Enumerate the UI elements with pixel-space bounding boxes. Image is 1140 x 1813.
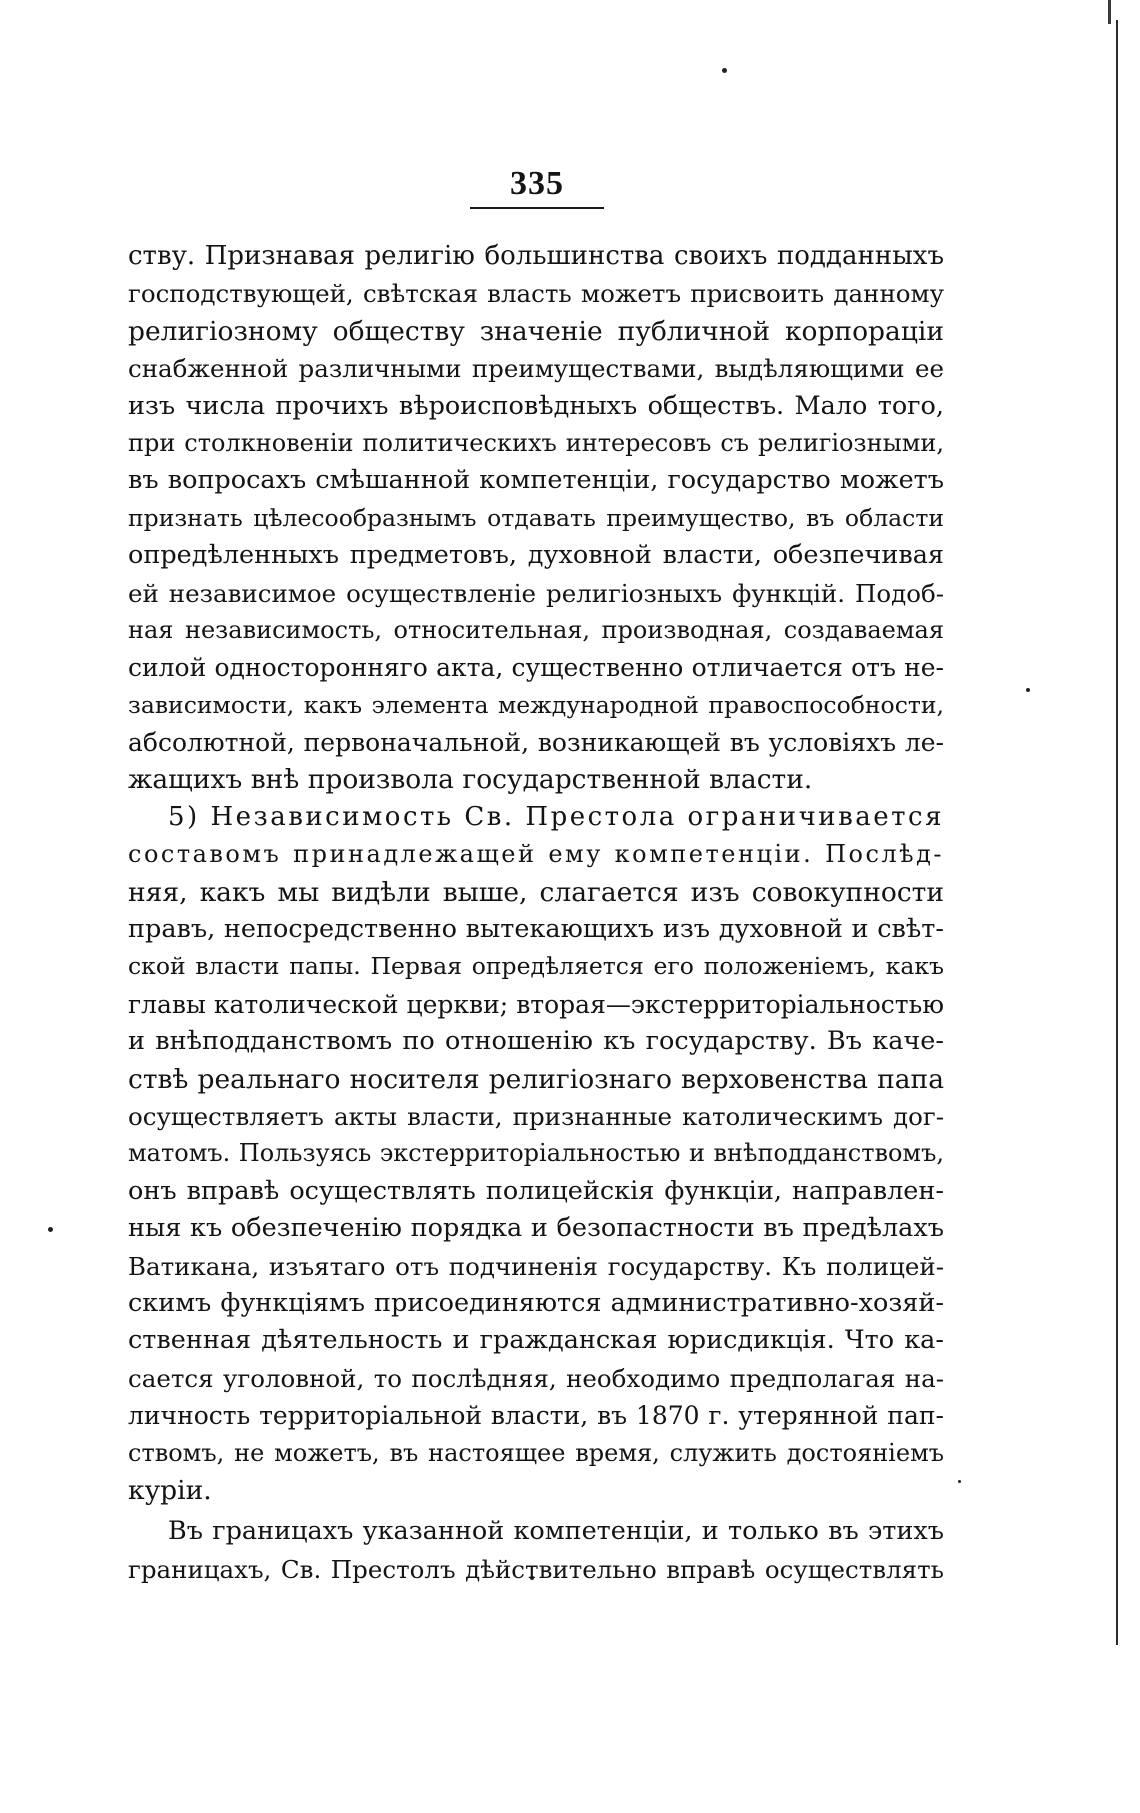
text-line: ству. Признавая религію большинства своихъ подданныхъ [128,241,944,271]
text-line: правъ, непосредственно вытекающихъ изъ духовной и свѣт- [128,914,944,945]
paragraph [128,1513,944,1588]
body-text [128,238,944,1588]
text-line: жащихъ внѣ произвола государственной власти. [128,764,813,796]
text-line: ная независимость, относительная, производная, создаваемая [128,615,944,644]
ink-speck [722,68,727,73]
text-line: ствѣ реальнаго носителя религіознаго верховенства папа [128,1063,944,1095]
text-line: осуществляетъ акты власти, признанные католическимъ дог- [128,1101,944,1131]
text-line: 5) Независимость Св. Престола ограничивается [168,801,944,832]
text-line: господствующей, свѣтская власть можетъ присвоить данному [128,279,944,309]
paragraph [128,238,944,799]
text-line: ей независимое осуществленіе религіозныхъ функцій. Подоб- [128,578,944,608]
text-line: границахъ, Св. Престолъ дѣйствительно вправѣ осуществлять [128,1554,944,1584]
text-line: при столкновеніи политическихъ интересовъ съ религіозными, [128,428,944,457]
text-line: Ватикана, изъятаго отъ подчиненія государству. Къ полицей- [128,1251,944,1281]
text-line: сается уголовной, то послѣдняя, необходимо предполагая на- [128,1363,944,1393]
text-line: ствомъ, не можетъ, въ настоящее время, служить достояніемъ [128,1438,944,1467]
text-line: ственная дѣятельность и гражданская юрисдикція. Что ка- [128,1325,944,1356]
text-line: религіозному обществу значеніе публичной корпораціи [128,315,944,347]
text-line: опредѣленныхъ предметовъ, духовной власти, обезпечивая [128,540,944,571]
text-line: матомъ. Пользуясь экстерриторіальностью и внѣподданствомъ, [128,1139,944,1168]
page-edge-line [1116,20,1118,1645]
ink-speck [958,1480,961,1483]
text-line: зависимости, какъ элемента международной правоспособности, [128,690,944,719]
text-line: изъ числа прочихъ вѣроисповѣдныхъ обществъ. Мало того, [128,390,944,421]
text-line: главы католической церкви; вторая—экстерриторіальностью [128,989,944,1019]
text-line: въ вопросахъ смѣшанной компетенціи, государство можетъ [128,465,944,496]
page-edge-mark [1108,0,1111,24]
text-line: составомъ принадлежащей ему компетенціи. Послѣд- [128,840,944,869]
page-number-rule [470,207,604,209]
text-line: личность территоріальной власти, въ 1870 г. утерянной пап- [128,1401,944,1431]
text-line: ныя къ обезпеченію порядка и безопастности въ предѣлахъ [128,1213,944,1244]
text-line: ской власти папы. Первая опредѣляется его положеніемъ, какъ [128,952,944,981]
text-line: онъ вправѣ осуществлять полицейскія функціи, направлен- [128,1175,944,1206]
text-line: признать цѣлесообразнымъ отдавать преимущество, въ области [128,503,944,532]
text-line: снабженной различными преимуществами, выдѣляющими ее [128,354,944,384]
text-line: няя, какъ мы видѣли выше, слагается изъ совокупности [128,876,944,908]
paragraph [128,799,944,1509]
text-line: силой одностороннягo акта, существенно отличается отъ не- [128,653,944,683]
text-line: Въ границахъ указанной компетенціи, и только въ этихъ [168,1516,944,1547]
ink-speck [1026,688,1030,692]
text-line: куріи. [128,1474,212,1506]
page-number: 335 [510,165,564,202]
text-line: и внѣподданствомъ по отношенію къ государству. Въ каче- [128,1026,944,1057]
text-line: скимъ функціямъ присоединяются административно-хозяй- [128,1287,944,1318]
text-line: абсолютной, первоначальной, возникающей въ условіяхъ ле- [128,728,944,758]
ink-speck [48,1227,53,1232]
